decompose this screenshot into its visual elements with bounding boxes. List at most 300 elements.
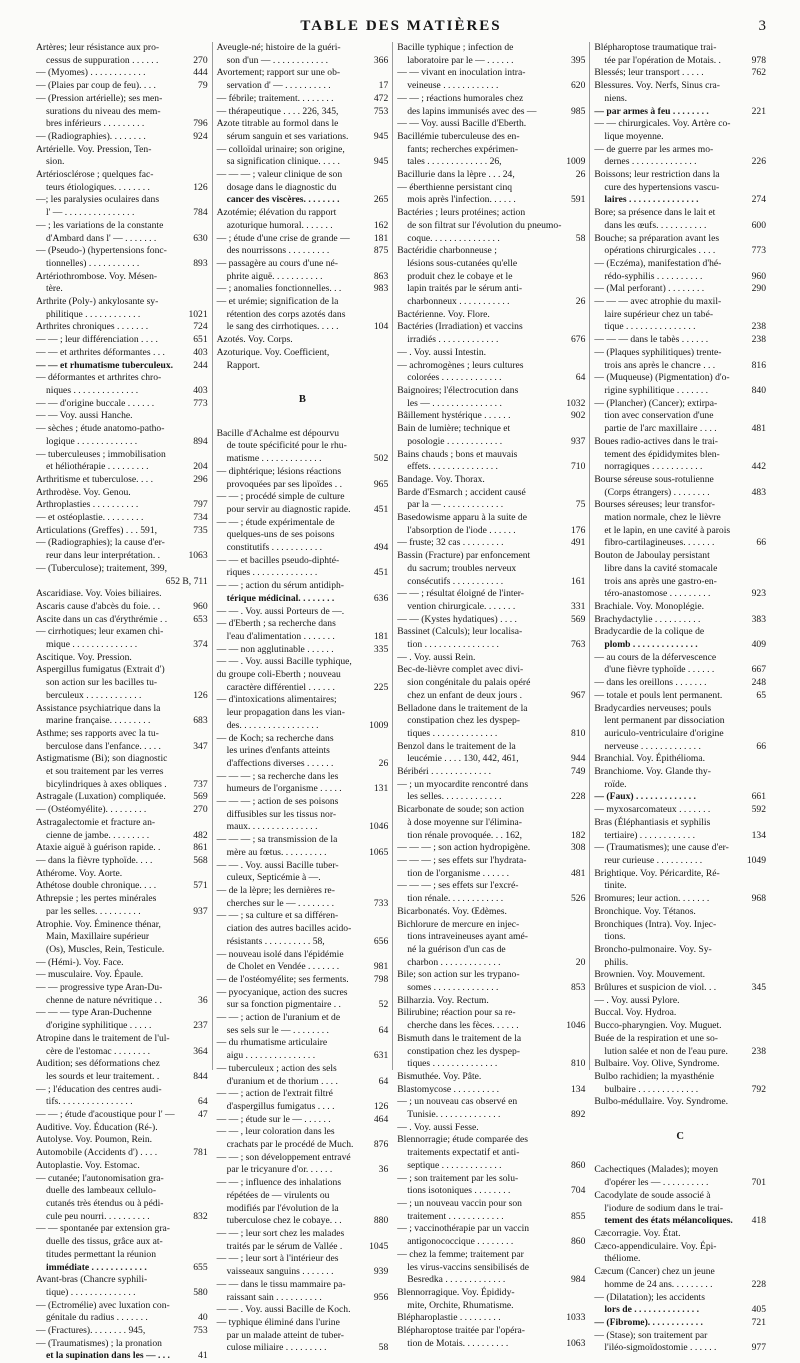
entry-page-ref [561, 512, 585, 525]
index-entry [36, 1185, 208, 1198]
entry-page-ref: 26 [575, 169, 586, 181]
entry-page-ref: 710 [571, 461, 586, 473]
entry-page-ref [364, 1203, 388, 1216]
entry-text: Bronchiques (Intra). Voy. Injec- [594, 918, 717, 930]
entry-text: — (Plaies par coup de feu). . . . [36, 80, 156, 92]
entry-text: — (Plaques syphilitiques) trente- [594, 346, 722, 358]
entry-page-ref: 860 [571, 1159, 586, 1171]
entry-page-ref [561, 258, 585, 271]
index-entry [36, 233, 208, 246]
index-entry [36, 144, 208, 157]
index-entry [36, 156, 208, 169]
entry-text: teurs étiologiques. . . . . . . . [46, 181, 150, 193]
entry-page-ref: 569 [571, 613, 586, 625]
entry-page-ref: 104 [373, 321, 389, 333]
entry-text: et héliothérapie . . . . . . . . . [46, 461, 149, 473]
entry-text: — (Traumatismes) ; la pronation [36, 1337, 162, 1349]
entry-text: cherche dans les fèces. . . . . . [407, 1020, 519, 1032]
entry-page-ref: 26 [575, 296, 586, 308]
index-entry [594, 601, 766, 614]
entry-text: des nourrissons . . . . . . . . . [226, 245, 330, 257]
entry-page-ref: 651 [193, 334, 208, 346]
entry-page-ref [561, 1071, 585, 1084]
index-entry [397, 944, 585, 957]
entry-text: — — — ; sa recherche dans les [216, 770, 339, 782]
index-entry [36, 614, 208, 627]
entry-page-ref: 945 [373, 156, 389, 168]
entry-text: Assistance psychiatrique dans la [36, 702, 161, 714]
index-entry [397, 957, 585, 970]
entry-page-ref [561, 1300, 585, 1313]
entry-page-ref [184, 868, 208, 881]
entry-text: téro-anastomose . . . . . . . . . [604, 588, 711, 600]
entry-page-ref: 290 [751, 283, 767, 295]
entry-text: Avortement; rapport sur une ob- [216, 67, 341, 79]
entry-text: Bâillement hystérique . . . . . . [397, 410, 511, 422]
entry-page-ref [364, 182, 388, 195]
entry-text: traitement . . . . . . . . . . . . [407, 1210, 504, 1222]
entry-text: dosage dans le diagnostic du [226, 181, 337, 193]
entry-page-ref [364, 309, 388, 322]
entry-text: — diphtérique; lésions réactions [216, 465, 342, 477]
entry-text: théliome. [604, 1253, 641, 1265]
entry-page-ref: 181 [373, 232, 389, 244]
entry-page-ref [561, 67, 585, 80]
entry-text: génitale du radius . . . . . . . [46, 1312, 148, 1324]
entry-page-ref [742, 1266, 766, 1279]
entry-text: — dans la fièvre typhoïde. . . . [36, 855, 153, 866]
index-entry [397, 207, 585, 220]
entry-page-ref: 526 [571, 893, 586, 905]
index-entry [217, 194, 389, 207]
index-entry [397, 1173, 585, 1186]
index-entry [594, 461, 766, 474]
entry-page-ref [364, 1037, 388, 1050]
entry-page-ref: 481 [571, 867, 586, 879]
entry-text: — — — ; ses effets sur l'excré- [397, 880, 519, 892]
entry-text: d'affections diverses . . . . . . [226, 757, 334, 769]
entry-page-ref [184, 144, 208, 157]
entry-text: Athérome. Voy. Aorte. [36, 867, 123, 879]
index-entry [36, 1007, 208, 1020]
entry-page-ref: 983 [373, 283, 389, 295]
entry-page-ref [742, 1292, 766, 1305]
entry-text: Arthrodèse. Voy. Genou. [36, 486, 131, 498]
index-entry [594, 1096, 766, 1109]
entry-text: tion de Motais. . . . . . . . . . [407, 1337, 509, 1349]
entry-text: Articulations (Greffes) . . . 591, [36, 524, 158, 536]
entry-text: — achromogènes ; leurs cultures [397, 359, 524, 371]
index-entry [217, 542, 389, 555]
entry-page-ref [561, 652, 585, 665]
index-entry [217, 847, 389, 860]
entry-text: fants; recherches expérimen- [407, 143, 519, 155]
entry-text: niques . . . . . . . . . . . . . . [46, 384, 139, 396]
index-entry [36, 271, 208, 284]
index-entry [36, 512, 208, 525]
index-entry [217, 321, 389, 334]
entry-page-ref [364, 1012, 388, 1025]
index-entry [594, 118, 766, 131]
entry-page-ref [184, 1223, 208, 1236]
entry-page-ref [561, 347, 585, 360]
entry-page-ref: 1063 [188, 550, 208, 562]
index-entry [36, 461, 208, 474]
entry-text [217, 372, 365, 385]
index-entry [217, 1292, 389, 1305]
index-entry [397, 449, 585, 462]
index-entry [397, 461, 585, 474]
index-entry [217, 1317, 389, 1330]
entry-text: lésions sous-cutanées qu'elle [407, 257, 518, 269]
index-entry [594, 1292, 766, 1305]
index-entry [217, 555, 389, 568]
entry-text: — totale et pouls lent permanent. [594, 689, 723, 701]
entry-text: le sang des cirrhotiques. . . . . [226, 321, 339, 333]
index-entry [36, 995, 208, 1008]
index-entry [397, 1033, 585, 1046]
index-entry [36, 360, 208, 373]
entry-text: fibro-cartilagineuses. . . . . . . [604, 537, 715, 549]
index-entry [594, 614, 766, 627]
index-entry [217, 1241, 389, 1254]
index-entry [594, 842, 766, 855]
entry-text: antigonococcique . . . . . . . . [407, 1236, 514, 1248]
entry-text: — (Muqueuse) (Pigmentation) d'o- [594, 372, 730, 384]
entry-text: Buccal. Voy. Hydroa. [594, 1007, 677, 1019]
index-entry [217, 898, 389, 911]
entry-page-ref [364, 771, 388, 784]
index-entry [217, 233, 389, 246]
entry-page-ref [184, 893, 208, 906]
entry-page-ref [364, 910, 388, 923]
index-entry [594, 830, 766, 843]
index-entry [594, 321, 766, 334]
index-entry [594, 207, 766, 220]
index-entry [36, 220, 208, 233]
entry-text: — — ; résultat éloigné de l'inter- [397, 588, 525, 600]
entry-text: — — ; son développement entravé [216, 1151, 351, 1163]
index-entry [594, 537, 766, 550]
entry-text: ciation des autres bacilles acido- [226, 923, 352, 935]
entry-text: — (Mal perforant) . . . . . . . . [594, 283, 705, 295]
entry-page-ref [364, 118, 388, 131]
index-entry [36, 1287, 208, 1300]
index-entry [36, 321, 208, 334]
entry-page-ref [742, 601, 766, 614]
index-entry [217, 372, 389, 385]
index-entry [36, 766, 208, 779]
entry-page-ref [742, 728, 766, 741]
entry-text: consécutifs . . . . . . . . . . . [407, 575, 504, 587]
entry-text: — au cours de la défervescence [594, 651, 717, 663]
entry-page-ref [561, 1223, 585, 1236]
entry-text: — — ; action de l'uranium et de [216, 1012, 341, 1024]
entry-page-ref [561, 271, 585, 284]
entry-page-ref: 844 [193, 1070, 208, 1082]
index-entry [36, 868, 208, 881]
index-entry [217, 733, 389, 746]
index-entry [217, 1025, 389, 1038]
entry-page-ref: 981 [373, 961, 389, 973]
index-entry [594, 1241, 766, 1254]
index-entry [217, 55, 389, 68]
entry-page-ref [742, 995, 766, 1008]
entry-page-ref: 1046 [566, 1020, 586, 1032]
index-entry [217, 271, 389, 284]
entry-page-ref [742, 766, 766, 779]
entry-text: Azotémie; élévation du rapport [216, 207, 337, 219]
entry-page-ref [561, 1147, 585, 1160]
entry-page-ref [561, 423, 585, 436]
index-entry [217, 961, 389, 974]
entry-text: — — ; procédé simple de culture [216, 491, 345, 503]
index-entry [217, 923, 389, 936]
entry-page-ref: 656 [373, 935, 389, 947]
entry-text: tion de l'organisme . . . . . . [407, 867, 509, 879]
index-entry [594, 626, 766, 639]
entry-page-ref [364, 580, 388, 593]
entry-page-ref [742, 1203, 766, 1216]
index-entry [217, 42, 389, 55]
index-entry [36, 1173, 208, 1186]
index-entry [397, 919, 585, 932]
entry-text: Artères; leur résistance aux pro- [36, 42, 160, 53]
index-entry [36, 1033, 208, 1046]
index-entry [594, 1330, 766, 1343]
entry-text: Athétose double chronique. . . . [36, 880, 157, 892]
entry-page-ref: 978 [751, 54, 767, 66]
entry-text: tions isotoniques . . . . . . . . [407, 1185, 511, 1197]
index-entry [36, 1211, 208, 1224]
index-entry [397, 360, 585, 373]
entry-page-ref [561, 931, 585, 944]
entry-text: cherches sur le — . . . . . . . . [226, 897, 334, 909]
entry-text: — — chirurgicales. Voy. Artère co- [594, 118, 731, 130]
entry-text: tiques . . . . . . . . . . . . . . [407, 1058, 498, 1070]
entry-text: — ; étude d'une crise de grande — [216, 232, 350, 244]
entry-text: modifiés par l'évolution de la [226, 1202, 339, 1214]
entry-page-ref [561, 385, 585, 398]
index-entry [397, 1109, 585, 1122]
entry-page-ref: 683 [193, 715, 208, 727]
entry-text: l'iodure de sodium dans le trai- [604, 1202, 724, 1214]
index-entry [217, 220, 389, 233]
entry-text: Bradycardies nerveuses; pouls [594, 702, 712, 714]
entry-page-ref [742, 703, 766, 716]
entry-page-ref [364, 809, 388, 822]
entry-text: Benzol dans le traitement de la [397, 740, 516, 752]
index-entry [397, 423, 585, 436]
index-entry [397, 868, 585, 881]
entry-page-ref [184, 487, 208, 500]
entry-page-ref [742, 817, 766, 830]
index-entry [594, 423, 766, 436]
entry-text: — (Plancher) (Cancer); extirpa- [594, 397, 718, 409]
index-entry [36, 194, 208, 207]
index-entry [217, 949, 389, 962]
index-entry [594, 957, 766, 970]
entry-text: charbon . . . . . . . . . . . . . [407, 956, 501, 968]
entry-page-ref [742, 868, 766, 881]
entry-page-ref [561, 626, 585, 639]
index-entry [36, 347, 208, 360]
entry-text: tée par l'opération de Motais. . [604, 54, 721, 66]
entry-text: cienne de jambe. . . . . . . . . [46, 829, 150, 841]
entry-text: — — — avec atrophie du maxil- [594, 296, 722, 308]
index-entry [397, 55, 585, 68]
index-entry [594, 1164, 766, 1177]
entry-page-ref [364, 296, 388, 309]
entry-page-ref [561, 817, 585, 830]
entry-page-ref: 26 [378, 757, 389, 769]
index-entry [217, 1177, 389, 1190]
entry-page-ref [561, 1325, 585, 1338]
index-entry [36, 118, 208, 131]
index-entry [397, 563, 585, 576]
entry-page-ref [742, 372, 766, 385]
entry-text: niens. [604, 92, 628, 104]
entry-page-ref [561, 677, 585, 690]
entry-page-ref: 753 [373, 105, 389, 117]
entry-page-ref: 228 [751, 1278, 767, 1290]
entry-page-ref: 1045 [369, 1240, 389, 1252]
entry-page-ref: 798 [373, 973, 389, 985]
entry-page-ref [364, 872, 388, 885]
index-entry [36, 372, 208, 385]
entry-page-ref: 161 [571, 575, 586, 587]
index-entry [594, 67, 766, 80]
entry-text: Bactéridie charbonneuse ; [397, 245, 497, 257]
entry-page-ref: 737 [193, 778, 208, 790]
index-entry [36, 652, 208, 665]
entry-text: tions intraveineuses ayant amé- [407, 931, 528, 943]
index-entry [36, 1122, 208, 1135]
index-entry [594, 258, 766, 271]
entry-text: produit chez le cobaye et le [407, 270, 513, 282]
index-entry [217, 517, 389, 530]
index-entry [594, 42, 766, 55]
entry-page-ref: 724 [193, 321, 208, 333]
entry-page-ref [742, 1071, 766, 1084]
index-entry [217, 809, 389, 822]
entry-text: à dose moyenne sur l'élimina- [407, 816, 522, 828]
index-entry [36, 1020, 208, 1033]
index-entry [397, 1160, 585, 1173]
index-entry [397, 93, 585, 106]
entry-page-ref: 64 [198, 1096, 208, 1108]
entry-page-ref: 374 [193, 639, 208, 651]
entry-page-ref: 1032 [566, 397, 586, 409]
index-entry [217, 644, 389, 657]
index-entry [217, 1330, 389, 1343]
entry-page-ref: 66 [756, 537, 767, 549]
index-entry [397, 1185, 585, 1198]
index-entry [36, 1198, 208, 1211]
entry-page-ref [742, 499, 766, 512]
entry-text: (Corps étrangers) . . . . . . . . [604, 486, 710, 498]
page-number: 3 [758, 18, 766, 34]
entry-text: — — — ; son action hydropigène. [397, 842, 531, 854]
index-entry [36, 182, 208, 195]
entry-page-ref: 221 [751, 105, 767, 117]
entry-page-ref [184, 957, 208, 970]
entry-text: philis. [604, 956, 629, 968]
index-entry [594, 372, 766, 385]
index-entry [217, 885, 389, 898]
index-entry [594, 677, 766, 690]
entry-page-ref [184, 1274, 208, 1287]
entry-text: culose miliaire . . . . . . . . . [226, 1342, 327, 1354]
entry-page-ref: 796 [193, 118, 208, 130]
entry-page-ref [184, 626, 208, 639]
entry-page-ref: 631 [373, 1050, 389, 1062]
entry-text: — . Voy. aussi Pylore. [594, 994, 680, 1006]
entry-text: Ascaris cause d'abcès du foie. . . [36, 600, 161, 612]
index-entry [217, 1076, 389, 1089]
entry-text: maux. . . . . . . . . . . . . . . [226, 821, 318, 833]
entry-text: Besredka . . . . . . . . . . . . . [407, 1274, 506, 1286]
entry-text: — — vivant en inoculation intra- [397, 67, 526, 79]
index-entry [397, 1122, 585, 1135]
entry-page-ref [364, 440, 388, 453]
index-entry [594, 919, 766, 932]
entry-text: Cæco-appendiculaire. Voy. Épi- [594, 1240, 717, 1252]
entry-text: et sou traitement par les verres [46, 766, 164, 778]
entry-text: térique médicinal. . . . . . . . [226, 592, 335, 604]
entry-text: — de guerre par les armes mo- [594, 143, 714, 155]
entry-page-ref [364, 347, 388, 360]
index-entry [397, 969, 585, 982]
entry-text: — (Fibrome). . . . . . . . . . . . [594, 1316, 703, 1328]
entry-text: somes . . . . . . . . . . . . . . [407, 982, 499, 994]
entry-text: Bile; son action sur les trypano- [397, 969, 520, 981]
entry-page-ref: 636 [373, 592, 389, 604]
index-entry [397, 1262, 585, 1275]
entry-text: les virus-vaccins sensibilisés de [407, 1261, 530, 1273]
entry-page-ref: 1033 [566, 1312, 586, 1324]
entry-text: mère au fœtus. . . . . . . . . . [226, 846, 327, 858]
entry-text: Cacodylate de soude associé à [594, 1189, 711, 1201]
entry-text: — — ; étude d'acoustique pour l' — [36, 1109, 175, 1121]
entry-text: — cutanée; l'autonomisation gra- [36, 1172, 164, 1184]
index-entry [397, 42, 585, 55]
entry-text: tion . . . . . . . . . . . . . . . . [407, 639, 499, 651]
index-entry [36, 664, 208, 677]
entry-page-ref [742, 1241, 766, 1254]
entry-page-ref: 126 [373, 1100, 389, 1112]
entry-page-ref [184, 169, 208, 182]
index-entry [594, 817, 766, 830]
entry-page-ref [742, 296, 766, 309]
entry-text: d'opérer les — . . . . . . . . . . [604, 1177, 709, 1189]
entry-page-ref [184, 296, 208, 309]
entry-text: Avant-bras (Chancre syphili- [36, 1274, 148, 1286]
entry-text: Bouton de Jaboulay persistant [594, 550, 710, 562]
entry-page-ref [561, 906, 585, 919]
entry-text: — (Dilatation); les accidents [594, 1291, 705, 1303]
entry-page-ref [364, 415, 388, 428]
entry-text: Blennorragique. Voy. Épididy- [397, 1286, 515, 1298]
entry-text: — éberthienne persistant cinq [397, 181, 513, 193]
entry-page-ref [742, 1253, 766, 1266]
index-entry [397, 715, 585, 728]
entry-page-ref [184, 271, 208, 284]
index-entry [217, 529, 389, 542]
index-entry [397, 791, 585, 804]
entry-text: leucémie . . . . 130, 442, 461, [407, 753, 519, 765]
entry-text: — (Eczéma), manifestation d'hé- [594, 257, 722, 269]
